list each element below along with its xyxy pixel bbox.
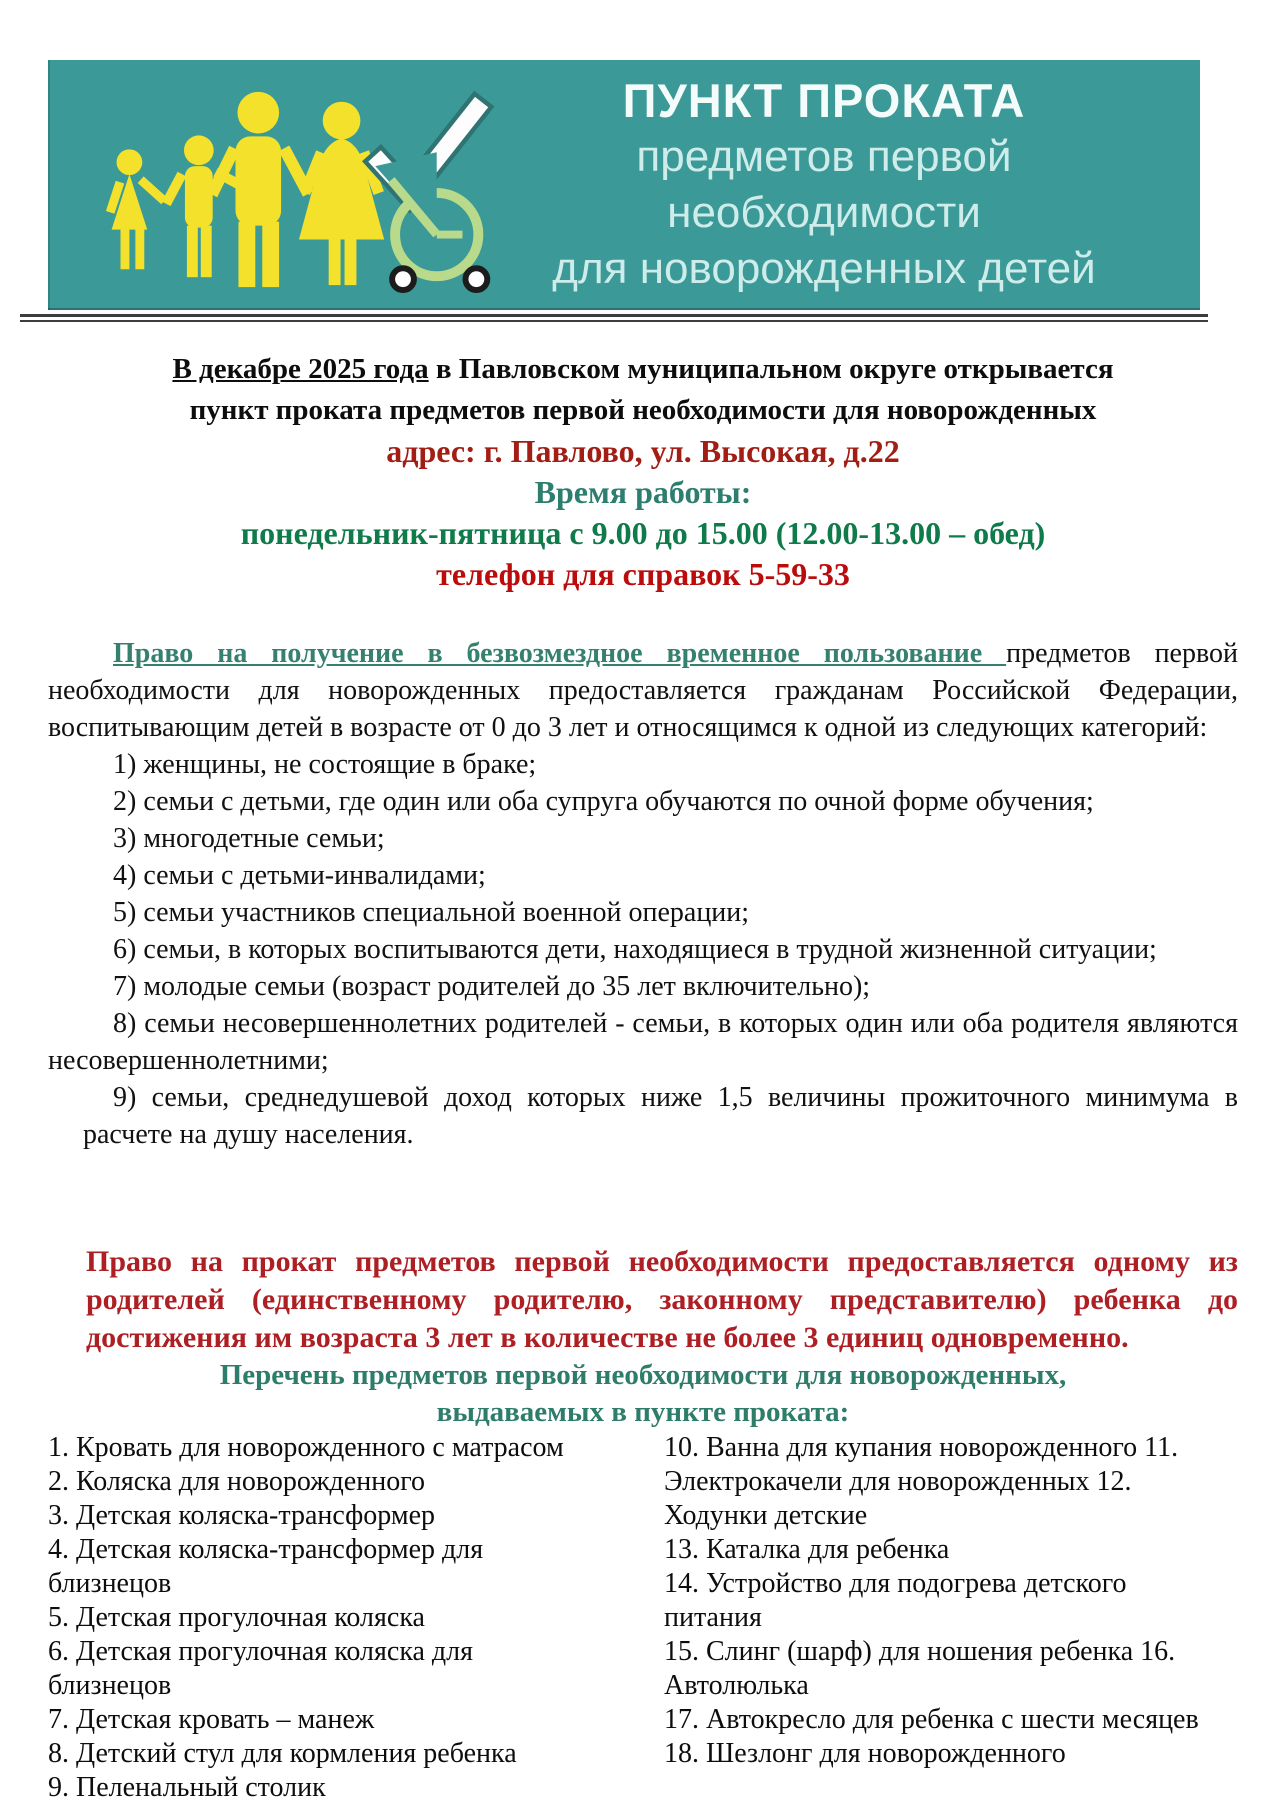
eligibility-section — [48, 635, 1238, 1153]
category-item: 8) семьи несовершеннолетних родителей - семьи, в которых один или оба родителя являются несовершеннолетними; — [48, 1008, 1238, 1076]
woman-figure — [299, 102, 384, 285]
item-line: 7. Детская кровать – манеж — [48, 1704, 375, 1735]
category-item: 7) молодые семьи (возраст родителей до 35 лет включительно); — [113, 971, 871, 1002]
item-line: 2. Коляска для новорожденного — [48, 1466, 425, 1497]
item-line: 5. Детская прогулочная коляска — [48, 1602, 425, 1633]
stroller-icon — [375, 152, 487, 290]
items-column-right — [664, 1431, 1244, 1771]
item-line: питания — [664, 1602, 762, 1633]
banner-text-block — [496, 73, 1200, 297]
category-item: 2) семьи с детьми, где один или оба супруга обучаются по очной форме обучения; — [113, 786, 1094, 817]
intro-date-underlined: В декабре 2025 года — [172, 353, 429, 385]
item-line: 1. Кровать для новорожденного с матрасом — [48, 1432, 564, 1463]
intro-line-2: пункт проката предметов первой необходимости для новорожденных — [189, 394, 1097, 426]
item-line: 14. Устройство для подогрева детского — [664, 1568, 1127, 1599]
item-line: близнецов — [48, 1568, 172, 1599]
item-line: 10. Ванна для купания новорожденного 11. — [664, 1432, 1179, 1463]
banner-subtitle-line1: предметов первой необходимости — [636, 132, 1012, 237]
item-line: 9. Пеленальный столик — [48, 1772, 326, 1803]
intro-line-1-rest: в Павловском муниципальном округе открывается — [428, 353, 1114, 385]
banner-title: ПУНКТ ПРОКАТА — [622, 74, 1026, 127]
intro-block — [48, 349, 1238, 595]
header-banner — [48, 60, 1200, 310]
schedule-line: понедельник-пятница с 9.00 до 15.00 (12.00-13.00 – обед) — [240, 515, 1046, 551]
rental-right-paragraph: Право на прокат предметов первой необходимости предоставляется одному из родителей (единственному родителю, законному представителю) ребенка до достижения им возраста 3 лет в количестве не более 3 единиц одновременно. — [86, 1245, 1238, 1354]
item-line: 4. Детская коляска-трансформер для — [48, 1534, 484, 1565]
item-line: 6. Детская прогулочная коляска для — [48, 1636, 474, 1667]
work-time-label: Время работы: — [534, 474, 752, 510]
item-line: 17. Автокресло для ребенка с шести месяцев — [664, 1704, 1199, 1735]
item-line: близнецов — [48, 1670, 172, 1701]
category-list — [48, 746, 1238, 1153]
intro-line-1 — [48, 349, 1238, 390]
item-line: 15. Слинг (шарф) для ношения ребенка 16. — [664, 1636, 1176, 1667]
eligibility-lead-rest: предметов первой необходимости для новорожденных предоставляется гражданам Российской Федерации, воспитывающим детей в возрасте от 0 до 3 лет и относящимся к одной из следующих категорий: — [48, 638, 1238, 743]
item-line: 13. Каталка для ребенка — [664, 1534, 950, 1565]
man-figure — [207, 92, 314, 287]
girl-figure — [106, 149, 167, 269]
eligibility-highlight: Право на получение в безвозмездное временное пользование — [113, 638, 1007, 669]
double-horizontal-rule — [20, 314, 1208, 322]
items-column-left — [48, 1431, 623, 1805]
item-line: 8. Детский стул для кормления ребенка — [48, 1738, 517, 1769]
category-item: 6) семьи, в которых воспитываются дети, находящиеся в трудной жизненной ситуации; — [113, 934, 1157, 965]
item-line: 3. Детская коляска-трансформер — [48, 1500, 436, 1531]
banner-subtitle-line2: для новорожденных детей — [552, 244, 1096, 293]
item-line: Ходунки детские — [664, 1500, 868, 1531]
family-with-stroller-icon — [86, 71, 496, 299]
items-list-heading-line1: Перечень предметов первой необходимости для новорожденных, — [219, 1359, 1067, 1391]
item-line: Электрокачели для новорожденных 12. — [664, 1466, 1132, 1497]
category-item: 3) многодетные семьи; — [113, 823, 385, 854]
address-line: адрес: г. Павлово, ул. Высокая, д.22 — [386, 433, 900, 469]
item-line: 18. Шезлонг для новорожденного — [664, 1738, 1066, 1769]
items-list-heading — [48, 1357, 1238, 1431]
item-line: Автолюлька — [664, 1670, 809, 1701]
items-list-heading-line2: выдаваемых в пункте проката: — [436, 1396, 850, 1428]
category-item: 9) семьи, среднедушевой доход которых ниже 1,5 величины прожиточного минимума в расчете на душу населения. — [83, 1082, 1238, 1150]
category-item: 4) семьи с детьми-инвалидами; — [113, 860, 486, 891]
category-item: 5) семьи участников специальной военной операции; — [113, 897, 750, 928]
category-item: 1) женщины, не состоящие в браке; — [113, 749, 537, 780]
phone-line: телефон для справок 5-59-33 — [436, 556, 850, 592]
eligibility-lead-paragraph — [48, 635, 1238, 746]
